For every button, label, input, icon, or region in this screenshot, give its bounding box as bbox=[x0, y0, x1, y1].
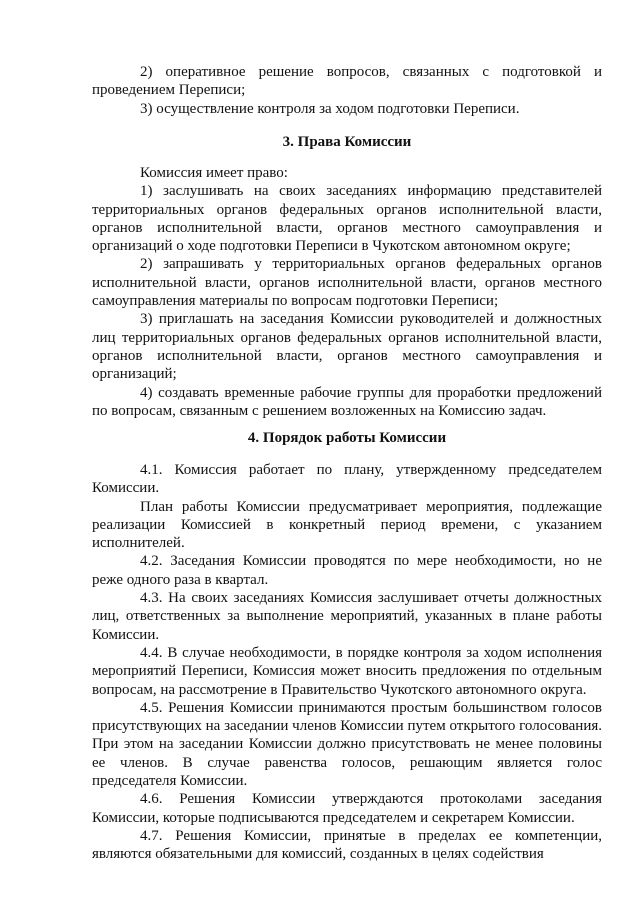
intro-item-2: 2) оперативное решение вопросов, связанных с подготовкой и проведением Переписи; bbox=[92, 64, 602, 99]
section-3-item-2: 2) запрашивать у территориальных органов федеральных органов исполнительной власти, органов исполнительной власти, органов местного самоуправления материалы по вопросам подготовки Переписи; bbox=[92, 256, 602, 310]
section-3-body bbox=[92, 164, 602, 420]
section-4-plan-paragraph: План работы Комиссии предусматривает мероприятия, подлежащие реализации Комиссией в конкретный период времени, с указанием исполнителей. bbox=[92, 498, 602, 552]
intro-item-3: 3) осуществление контроля за ходом подготовки Переписи. bbox=[140, 100, 520, 117]
section-4-item-4-1: 4.1. Комиссия работает по плану, утвержденному председателем Комиссии. bbox=[92, 462, 602, 497]
section-4-heading: 4. Порядок работы Комиссии bbox=[247, 430, 447, 446]
section-4-item-4-6: 4.6. Решения Комиссии утверждаются протоколами заседания Комиссии, которые подписываются председателем и секретарем Комиссии. bbox=[92, 791, 602, 826]
section-3-lead: Комиссия имеет право: bbox=[140, 165, 288, 181]
section-4-item-4-5: 4.5. Решения Комиссии принимаются простым большинством голосов присутствующих на заседании членов Комиссии путем открытого голосования. При этом на заседании Комиссии должно присутствовать не менее половины ее членов. В случае равенства голосов, решающим является голос председателя Комиссии. bbox=[92, 699, 602, 790]
section-4-item-4-2: 4.2. Заседания Комиссии проводятся по мере необходимости, но не реже одного раза в квартал. bbox=[92, 553, 602, 588]
section-3-item-3: 3) приглашать на заседания Комиссии руководителей и должностных лиц территориальных органов федеральных органов исполнительной власти, органов исполнительной власти, органов местного самоуправления и организаций; bbox=[92, 311, 602, 383]
section-4-item-4-4: 4.4. В случае необходимости, в порядке контроля за ходом исполнения мероприятий Переписи, Комиссия может вносить предложения по отдельным вопросам, на рассмотрение в Правительство Чукотского автономного округа. bbox=[92, 644, 602, 698]
section-4-item-4-3: 4.3. На своих заседаниях Комиссия заслушивает отчеты должностных лиц, ответственных за выполнение мероприятий, указанных в плане работы Комиссии. bbox=[92, 590, 602, 643]
section-3-heading: 3. Права Комиссии bbox=[282, 134, 412, 150]
section-4-body bbox=[92, 461, 602, 864]
intro-block bbox=[92, 63, 602, 118]
section-4-item-4-7: 4.7. Решения Комиссии, принятые в пределах ее компетенции, являются обязательными для комиссий, созданных в целях содействия bbox=[92, 827, 602, 863]
section-3-item-4: 4) создавать временные рабочие группы для проработки предложений по вопросам, связанным с решением возложенных на Комиссию задач. bbox=[92, 384, 602, 419]
section-3-item-1: 1) заслушивать на своих заседаниях информацию представителей территориальных органов федеральных органов исполнительной власти, органов исполнительной власти, органов местного самоуправления и организаций о ходе подготовки Переписи в Чукотском автономном округе; bbox=[92, 183, 602, 255]
